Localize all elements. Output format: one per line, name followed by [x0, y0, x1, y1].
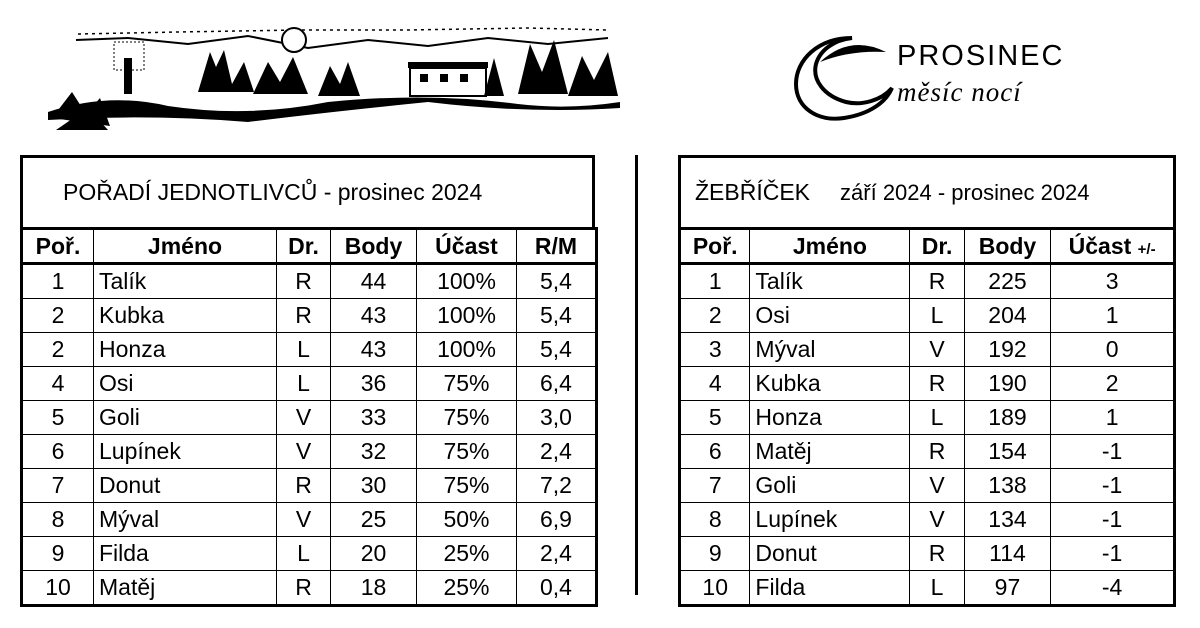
ratio-cell: 6,9	[517, 503, 597, 537]
group-cell: L	[910, 401, 964, 435]
rank-cell: 2	[680, 299, 750, 333]
points-cell: 44	[331, 264, 417, 299]
change-cell: 3	[1051, 264, 1175, 299]
group-cell: R	[910, 367, 964, 401]
points-cell: 18	[331, 571, 417, 606]
individual-ranking-panel	[20, 155, 598, 607]
group-cell: V	[277, 503, 331, 537]
ratio-cell: 7,2	[517, 469, 597, 503]
group-cell: L	[277, 333, 331, 367]
participation-cell: 75%	[417, 401, 517, 435]
participation-cell: 25%	[417, 571, 517, 606]
winter-night-illustration	[48, 22, 620, 132]
points-cell: 33	[331, 401, 417, 435]
column-header: Účast	[417, 229, 517, 264]
table-row	[22, 503, 597, 537]
ratio-cell: 3,0	[517, 401, 597, 435]
season-ladder-period: září 2024 - prosinec 2024	[840, 179, 1090, 205]
group-cell: V	[910, 333, 964, 367]
ratio-cell: 2,4	[517, 537, 597, 571]
name-cell: Talík	[750, 264, 910, 299]
points-cell: 192	[964, 333, 1051, 367]
logo-title: PROSINEC	[897, 40, 1065, 72]
table-row	[680, 299, 1175, 333]
column-header: Body	[964, 229, 1051, 264]
group-cell: V	[277, 401, 331, 435]
table-row	[680, 333, 1175, 367]
change-cell: 1	[1051, 401, 1175, 435]
points-cell: 30	[331, 469, 417, 503]
season-ladder-title: ŽEBŘÍČEK	[695, 179, 811, 205]
table-row	[22, 537, 597, 571]
participation-cell: 100%	[417, 333, 517, 367]
season-ladder-caption	[678, 155, 1176, 227]
ratio-cell: 0,4	[517, 571, 597, 606]
name-cell: Honza	[750, 401, 910, 435]
rank-cell: 8	[680, 503, 750, 537]
table-row	[22, 571, 597, 606]
name-cell: Goli	[94, 401, 277, 435]
name-cell: Matěj	[750, 435, 910, 469]
season-ladder-panel	[678, 155, 1176, 607]
participation-cell: 100%	[417, 264, 517, 299]
points-cell: 134	[964, 503, 1051, 537]
prosinec-logo	[790, 30, 1090, 125]
rank-cell: 2	[22, 333, 94, 367]
change-cell: 0	[1051, 333, 1175, 367]
table-row	[680, 537, 1175, 571]
change-cell: -1	[1051, 435, 1175, 469]
rank-cell: 8	[22, 503, 94, 537]
rank-cell: 4	[22, 367, 94, 401]
points-cell: 225	[964, 264, 1051, 299]
rank-cell: 1	[22, 264, 94, 299]
ratio-cell: 6,4	[517, 367, 597, 401]
name-cell: Lupínek	[94, 435, 277, 469]
group-cell: V	[910, 469, 964, 503]
group-cell: R	[277, 299, 331, 333]
name-cell: Donut	[750, 537, 910, 571]
group-cell: V	[910, 503, 964, 537]
individual-ranking-caption	[20, 155, 595, 227]
change-cell: 1	[1051, 299, 1175, 333]
points-cell: 43	[331, 299, 417, 333]
ratio-cell: 5,4	[517, 333, 597, 367]
points-cell: 97	[964, 571, 1051, 606]
vertical-divider	[635, 155, 638, 595]
name-cell: Mýval	[750, 333, 910, 367]
change-cell: 2	[1051, 367, 1175, 401]
rank-cell: 7	[22, 469, 94, 503]
table-header-row	[22, 229, 597, 264]
name-cell: Talík	[94, 264, 277, 299]
group-cell: R	[910, 435, 964, 469]
rank-cell: 3	[680, 333, 750, 367]
participation-cell: 75%	[417, 469, 517, 503]
table-row	[22, 435, 597, 469]
points-cell: 114	[964, 537, 1051, 571]
crescent-moon-icon	[790, 30, 900, 125]
table-row	[680, 469, 1175, 503]
rank-cell: 9	[680, 537, 750, 571]
column-header: Jméno	[750, 229, 910, 264]
column-header: Dr.	[910, 229, 964, 264]
column-header: Jméno	[94, 229, 277, 264]
ratio-cell: 5,4	[517, 299, 597, 333]
group-cell: V	[277, 435, 331, 469]
group-cell: R	[277, 264, 331, 299]
participation-cell: 75%	[417, 367, 517, 401]
name-cell: Kubka	[94, 299, 277, 333]
name-cell: Mýval	[94, 503, 277, 537]
group-cell: L	[277, 537, 331, 571]
group-cell: R	[277, 571, 331, 606]
table-row	[680, 571, 1175, 606]
points-cell: 32	[331, 435, 417, 469]
table-header-row	[680, 229, 1175, 264]
table-row	[680, 435, 1175, 469]
change-cell: -1	[1051, 537, 1175, 571]
points-cell: 189	[964, 401, 1051, 435]
name-cell: Filda	[94, 537, 277, 571]
points-cell: 204	[964, 299, 1051, 333]
points-cell: 138	[964, 469, 1051, 503]
rank-cell: 4	[680, 367, 750, 401]
name-cell: Honza	[94, 333, 277, 367]
table-row	[680, 503, 1175, 537]
name-cell: Kubka	[750, 367, 910, 401]
column-header: R/M	[517, 229, 597, 264]
season-ladder-table	[678, 227, 1176, 607]
points-cell: 20	[331, 537, 417, 571]
ratio-cell: 5,4	[517, 264, 597, 299]
logo-subtitle: měsíc nocí	[897, 77, 1022, 107]
name-cell: Matěj	[94, 571, 277, 606]
name-cell: Lupínek	[750, 503, 910, 537]
points-cell: 36	[331, 367, 417, 401]
participation-label: Účast	[1068, 232, 1132, 259]
ratio-cell: 2,4	[517, 435, 597, 469]
rank-cell: 10	[22, 571, 94, 606]
points-cell: 154	[964, 435, 1051, 469]
table-row	[22, 401, 597, 435]
group-cell: R	[910, 537, 964, 571]
individual-ranking-table	[20, 227, 598, 607]
participation-cell: 75%	[417, 435, 517, 469]
group-cell: R	[910, 264, 964, 299]
change-cell: -1	[1051, 469, 1175, 503]
table-row	[22, 469, 597, 503]
group-cell: L	[910, 299, 964, 333]
rank-cell: 5	[22, 401, 94, 435]
points-cell: 43	[331, 333, 417, 367]
column-header	[1051, 229, 1175, 264]
name-cell: Osi	[94, 367, 277, 401]
participation-cell: 100%	[417, 299, 517, 333]
rank-cell: 9	[22, 537, 94, 571]
change-label: +/-	[1137, 240, 1156, 258]
column-header: Dr.	[277, 229, 331, 264]
column-header: Poř.	[22, 229, 94, 264]
name-cell: Donut	[94, 469, 277, 503]
points-cell: 25	[331, 503, 417, 537]
group-cell: L	[277, 367, 331, 401]
group-cell: R	[277, 469, 331, 503]
table-row	[22, 367, 597, 401]
table-row	[22, 333, 597, 367]
rank-cell: 7	[680, 469, 750, 503]
table-row	[22, 264, 597, 299]
rank-cell: 5	[680, 401, 750, 435]
name-cell: Osi	[750, 299, 910, 333]
table-row	[680, 367, 1175, 401]
table-row	[22, 299, 597, 333]
table-row	[680, 264, 1175, 299]
rank-cell: 6	[680, 435, 750, 469]
participation-cell: 25%	[417, 537, 517, 571]
change-cell: -1	[1051, 503, 1175, 537]
participation-cell: 50%	[417, 503, 517, 537]
rank-cell: 10	[680, 571, 750, 606]
change-cell: -4	[1051, 571, 1175, 606]
rank-cell: 1	[680, 264, 750, 299]
points-cell: 190	[964, 367, 1051, 401]
group-cell: L	[910, 571, 964, 606]
rank-cell: 6	[22, 435, 94, 469]
table-row	[680, 401, 1175, 435]
name-cell: Filda	[750, 571, 910, 606]
rank-cell: 2	[22, 299, 94, 333]
column-header: Body	[331, 229, 417, 264]
individual-ranking-title: POŘADÍ JEDNOTLIVCŮ - prosinec 2024	[63, 179, 483, 205]
name-cell: Goli	[750, 469, 910, 503]
column-header: Poř.	[680, 229, 750, 264]
